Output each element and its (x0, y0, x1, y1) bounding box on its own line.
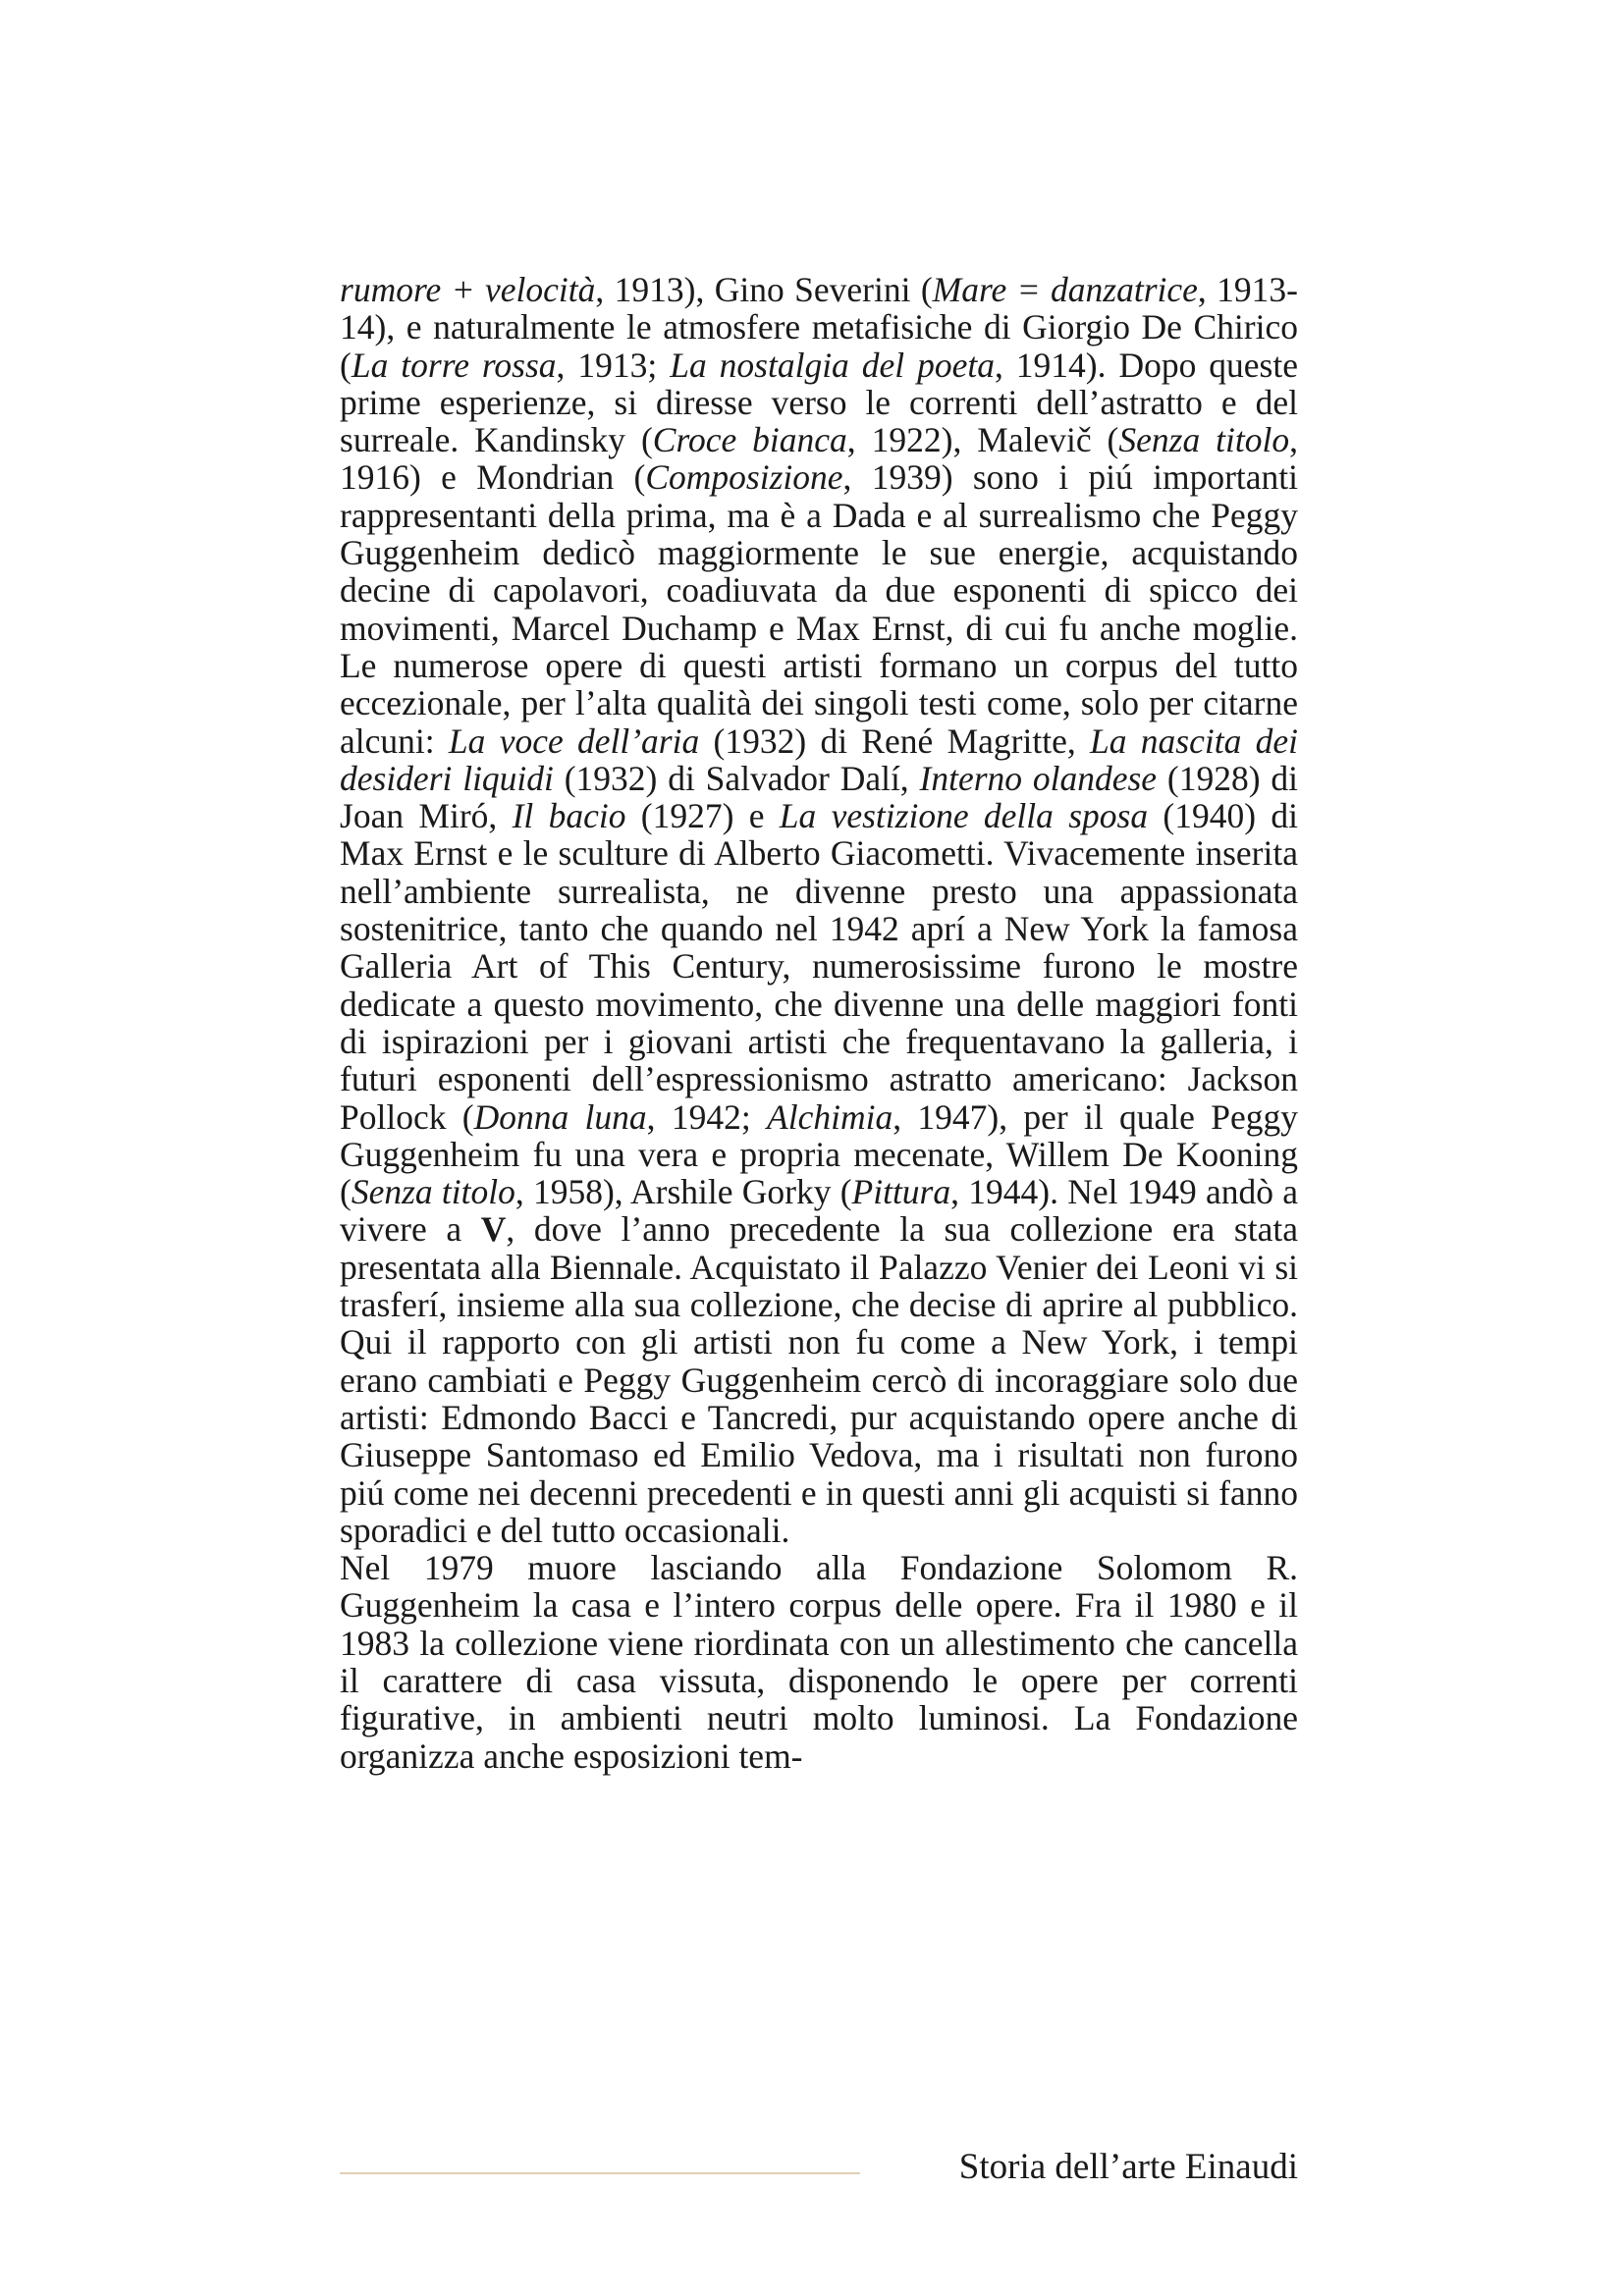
italic-title: Pittura (851, 1172, 951, 1212)
italic-title: Donna luna (473, 1096, 647, 1137)
italic-title: La voce dell’aria (448, 721, 700, 761)
italic-title: Croce bianca (652, 420, 847, 460)
italic-title: La nascita dei desideri liquidi (340, 721, 1298, 798)
italic-title: rumore + velocità (340, 270, 596, 309)
italic-title: Il bacio (512, 796, 626, 836)
body-text (340, 271, 1298, 1775)
italic-title: La nostalgia del poeta (670, 345, 995, 385)
italic-title: Alchimia (767, 1096, 893, 1137)
italic-title: Interno olandese (919, 758, 1158, 798)
bold-reference: V (480, 1209, 507, 1250)
paragraph-2: Nel 1979 muore lasciando alla Fondazione Solomom R. Guggenheim la casa e l’intero corpus delle opere. Fra il 1980 e il 1983 la collezione viene riordinata con un allestimento che cancella il carattere di casa vissuta, disponendo le opere per correnti figurative, in ambienti neutri molto luminosi. La Fondazione organizza anche esposizioni tem- (340, 1548, 1298, 1776)
italic-title: Mare = danzatrice (932, 270, 1198, 309)
italic-title: La torre rossa (351, 345, 557, 385)
series-title: Storia dell’arte Einaudi (958, 2147, 1298, 2187)
italic-title: Senza titolo (351, 1172, 515, 1212)
paragraph-1: rumore + velocità, 1913), Gino Severini (Mare = danzatrice, 1913-14), e naturalmente le atmosfere metafisiche di Giorgio De Chirico (La torre rossa, 1913; La nostalgia del poeta, 1914). Dopo queste prime esperienze, si diresse verso le correnti dell’astratto e del surreale. Kandinsky (Croce bianca, 1922), Malevič (Senza titolo, 1916) e Mondrian (Composizione, 1939) sono i piú importanti rappresentanti della prima, ma è a Dada e al surrealismo che Peggy Guggenheim dedicò maggiormente le sue energie, acquistando decine di capolavori, coadiuvata da due esponenti di spicco dei movimenti, Marcel Duchamp e Max Ernst, di cui fu anche moglie. Le numerose opere di questi artisti formano un corpus del tutto eccezionale, per l’alta qualità dei singoli testi come, solo per citarne alcuni: La voce dell’aria (1932) di René Magritte, La nascita dei desideri liquidi (1932) di Salvador Dalí, Interno olandese (1928) di Joan Miró, Il bacio (1927) e La vestizione della sposa (1940) di Max Ernst e le sculture di Alberto Giacometti. Vivacemente inserita nell’ambiente surrealista, ne divenne presto una appassionata sostenitrice, tanto che quando nel 1942 aprí a New York la famosa Galleria Art of This Century, numerosissime furono le mostre dedicate a questo movimento, che divenne una delle maggiori fonti di ispirazioni per i giovani artisti che frequentavano la galleria, i futuri esponenti dell’espressionismo astratto americano: Jackson Pollock (Donna luna, 1942; Alchimia, 1947), per il quale Peggy Guggenheim fu una vera e propria mecenate, Willem De Kooning (Senza titolo, 1958), Arshile Gorky (Pittura, 1944). Nel 1949 andò a vivere a V, dove l’anno precedente la sua collezione era stata presentata alla Biennale. Acquistato il Palazzo Venier dei Leoni vi si trasferí, insieme alla sua collezione, che decise di aprire al pubblico. Qui il rapporto con gli artisti non fu come a New York, i tempi erano cambiati e Peggy Guggenheim cercò di incoraggiare solo due artisti: Edmondo Bacci e Tancredi, pur acquistando opere anche di Giuseppe Santomaso ed Emilio Vedova, ma i risultati non furono piú come nei decenni precedenti e in questi anni gli acquisti si fanno sporadici e del tutto occasionali. (340, 270, 1298, 1550)
footer-rule (340, 2172, 860, 2174)
italic-title: La vestizione della sposa (779, 796, 1149, 836)
italic-title: Composizione (645, 457, 843, 498)
italic-title: Senza titolo (1118, 420, 1290, 460)
page-footer (340, 2144, 1298, 2193)
